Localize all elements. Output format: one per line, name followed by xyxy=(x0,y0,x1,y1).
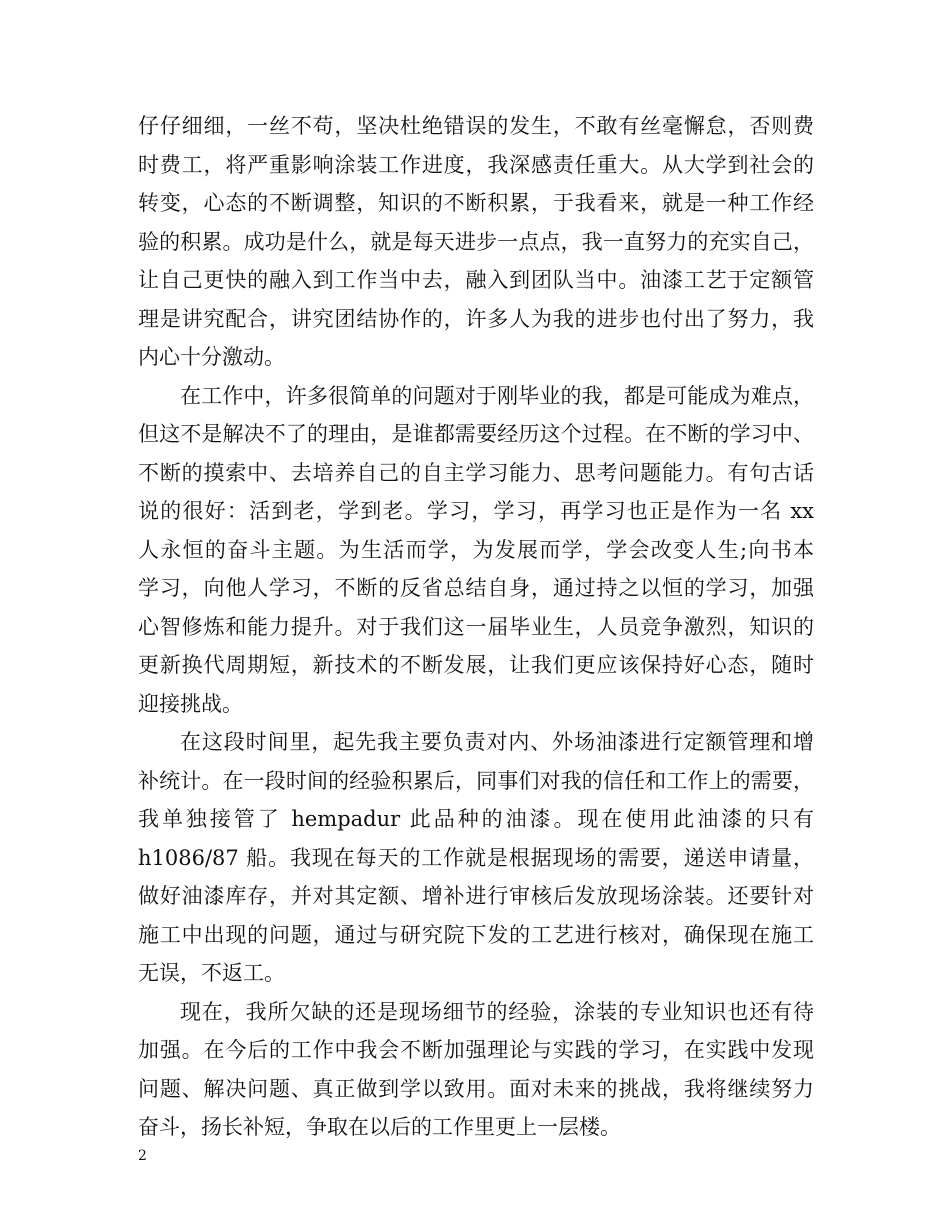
text-line: 内心十分激动。 xyxy=(138,345,285,369)
text-line: 补统计。在一段时间的经验积累后，同事们对我的信任和工作上的需要， xyxy=(138,768,814,793)
text-line: 问题、解决问题、真正做到学以致用。面对未来的挑战，我将继续努力 xyxy=(138,1076,814,1101)
paragraph-3 xyxy=(138,723,814,993)
text-line: 施工中出现的问题，通过与研究院下发的工艺进行核对，确保现在施工 xyxy=(138,922,814,947)
text-line: 人永恒的奋斗主题。为生活而学，为发展而学，学会改变人生;向书本 xyxy=(138,537,814,562)
text-line: 转变，心态的不断调整，知识的不断积累，于我看来，就是一种工作经 xyxy=(138,191,814,215)
text-line: 奋斗，扬长补短，争取在以后的工作里更上一层楼。 xyxy=(138,1115,621,1139)
text-line: 让自己更快的融入到工作当中去，融入到团队当中。油漆工艺于定额管 xyxy=(138,268,814,292)
text-line: 在工作中，许多很简单的问题对于刚毕业的我，都是可能成为难点， xyxy=(180,383,814,408)
text-line: 在这段时间里，起先我主要负责对内、外场油漆进行定额管理和增 xyxy=(180,730,814,754)
paragraph-1 xyxy=(138,107,814,377)
document-body xyxy=(138,107,814,1147)
text-line: h1086/87 船。我现在每天的工作就是根据现场的需要，递送申请量， xyxy=(138,845,814,870)
text-line: 仔仔细细，一丝不苟，坚决杜绝错误的发生，不敢有丝毫懈怠，否则费 xyxy=(138,114,814,138)
text-line: 更新换代周期短，新技术的不断发展，让我们更应该保持好心态，随时 xyxy=(138,653,814,677)
text-line: 说的很好：活到老，学到老。学习，学习，再学习也正是作为一名 xx xyxy=(138,499,814,523)
text-line: 迎接挑战。 xyxy=(138,691,243,716)
text-line: 时费工，将严重影响涂装工作进度，我深感责任重大。从大学到社会的 xyxy=(138,152,814,177)
paragraph-4 xyxy=(138,993,814,1147)
text-line: 验的积累。成功是什么，就是每天进步一点点，我一直努力的充实自己， xyxy=(138,229,814,254)
text-line: 心智修炼和能力提升。对于我们这一届毕业生，人员竞争激烈，知识的 xyxy=(138,614,814,639)
paragraph-2 xyxy=(138,377,814,724)
text-line: 现在，我所欠缺的还是现场细节的经验，涂装的专业知识也还有待 xyxy=(180,999,814,1024)
text-line: 做好油漆库存，并对其定额、增补进行审核后发放现场涂装。还要针对 xyxy=(138,884,814,908)
text-line: 学习，向他人学习，不断的反省总结自身，通过持之以恒的学习，加强 xyxy=(138,576,814,600)
text-line: 但这不是解决不了的理由，是谁都需要经历这个过程。在不断的学习中、 xyxy=(138,422,814,446)
text-line: 无误，不返工。 xyxy=(138,961,285,985)
text-line: 加强。在今后的工作中我会不断加强理论与实践的学习，在实践中发现 xyxy=(138,1038,814,1062)
text-line: 我单独接管了 hempadur 此品种的油漆。现在使用此油漆的只有 xyxy=(138,807,814,831)
text-line: 不断的摸索中、去培养自己的自主学习能力、思考问题能力。有句古话 xyxy=(138,460,814,485)
page-number: 2 xyxy=(138,1148,147,1164)
text-line: 理是讲究配合，讲究团结协作的，许多人为我的进步也付出了努力，我 xyxy=(138,306,814,331)
